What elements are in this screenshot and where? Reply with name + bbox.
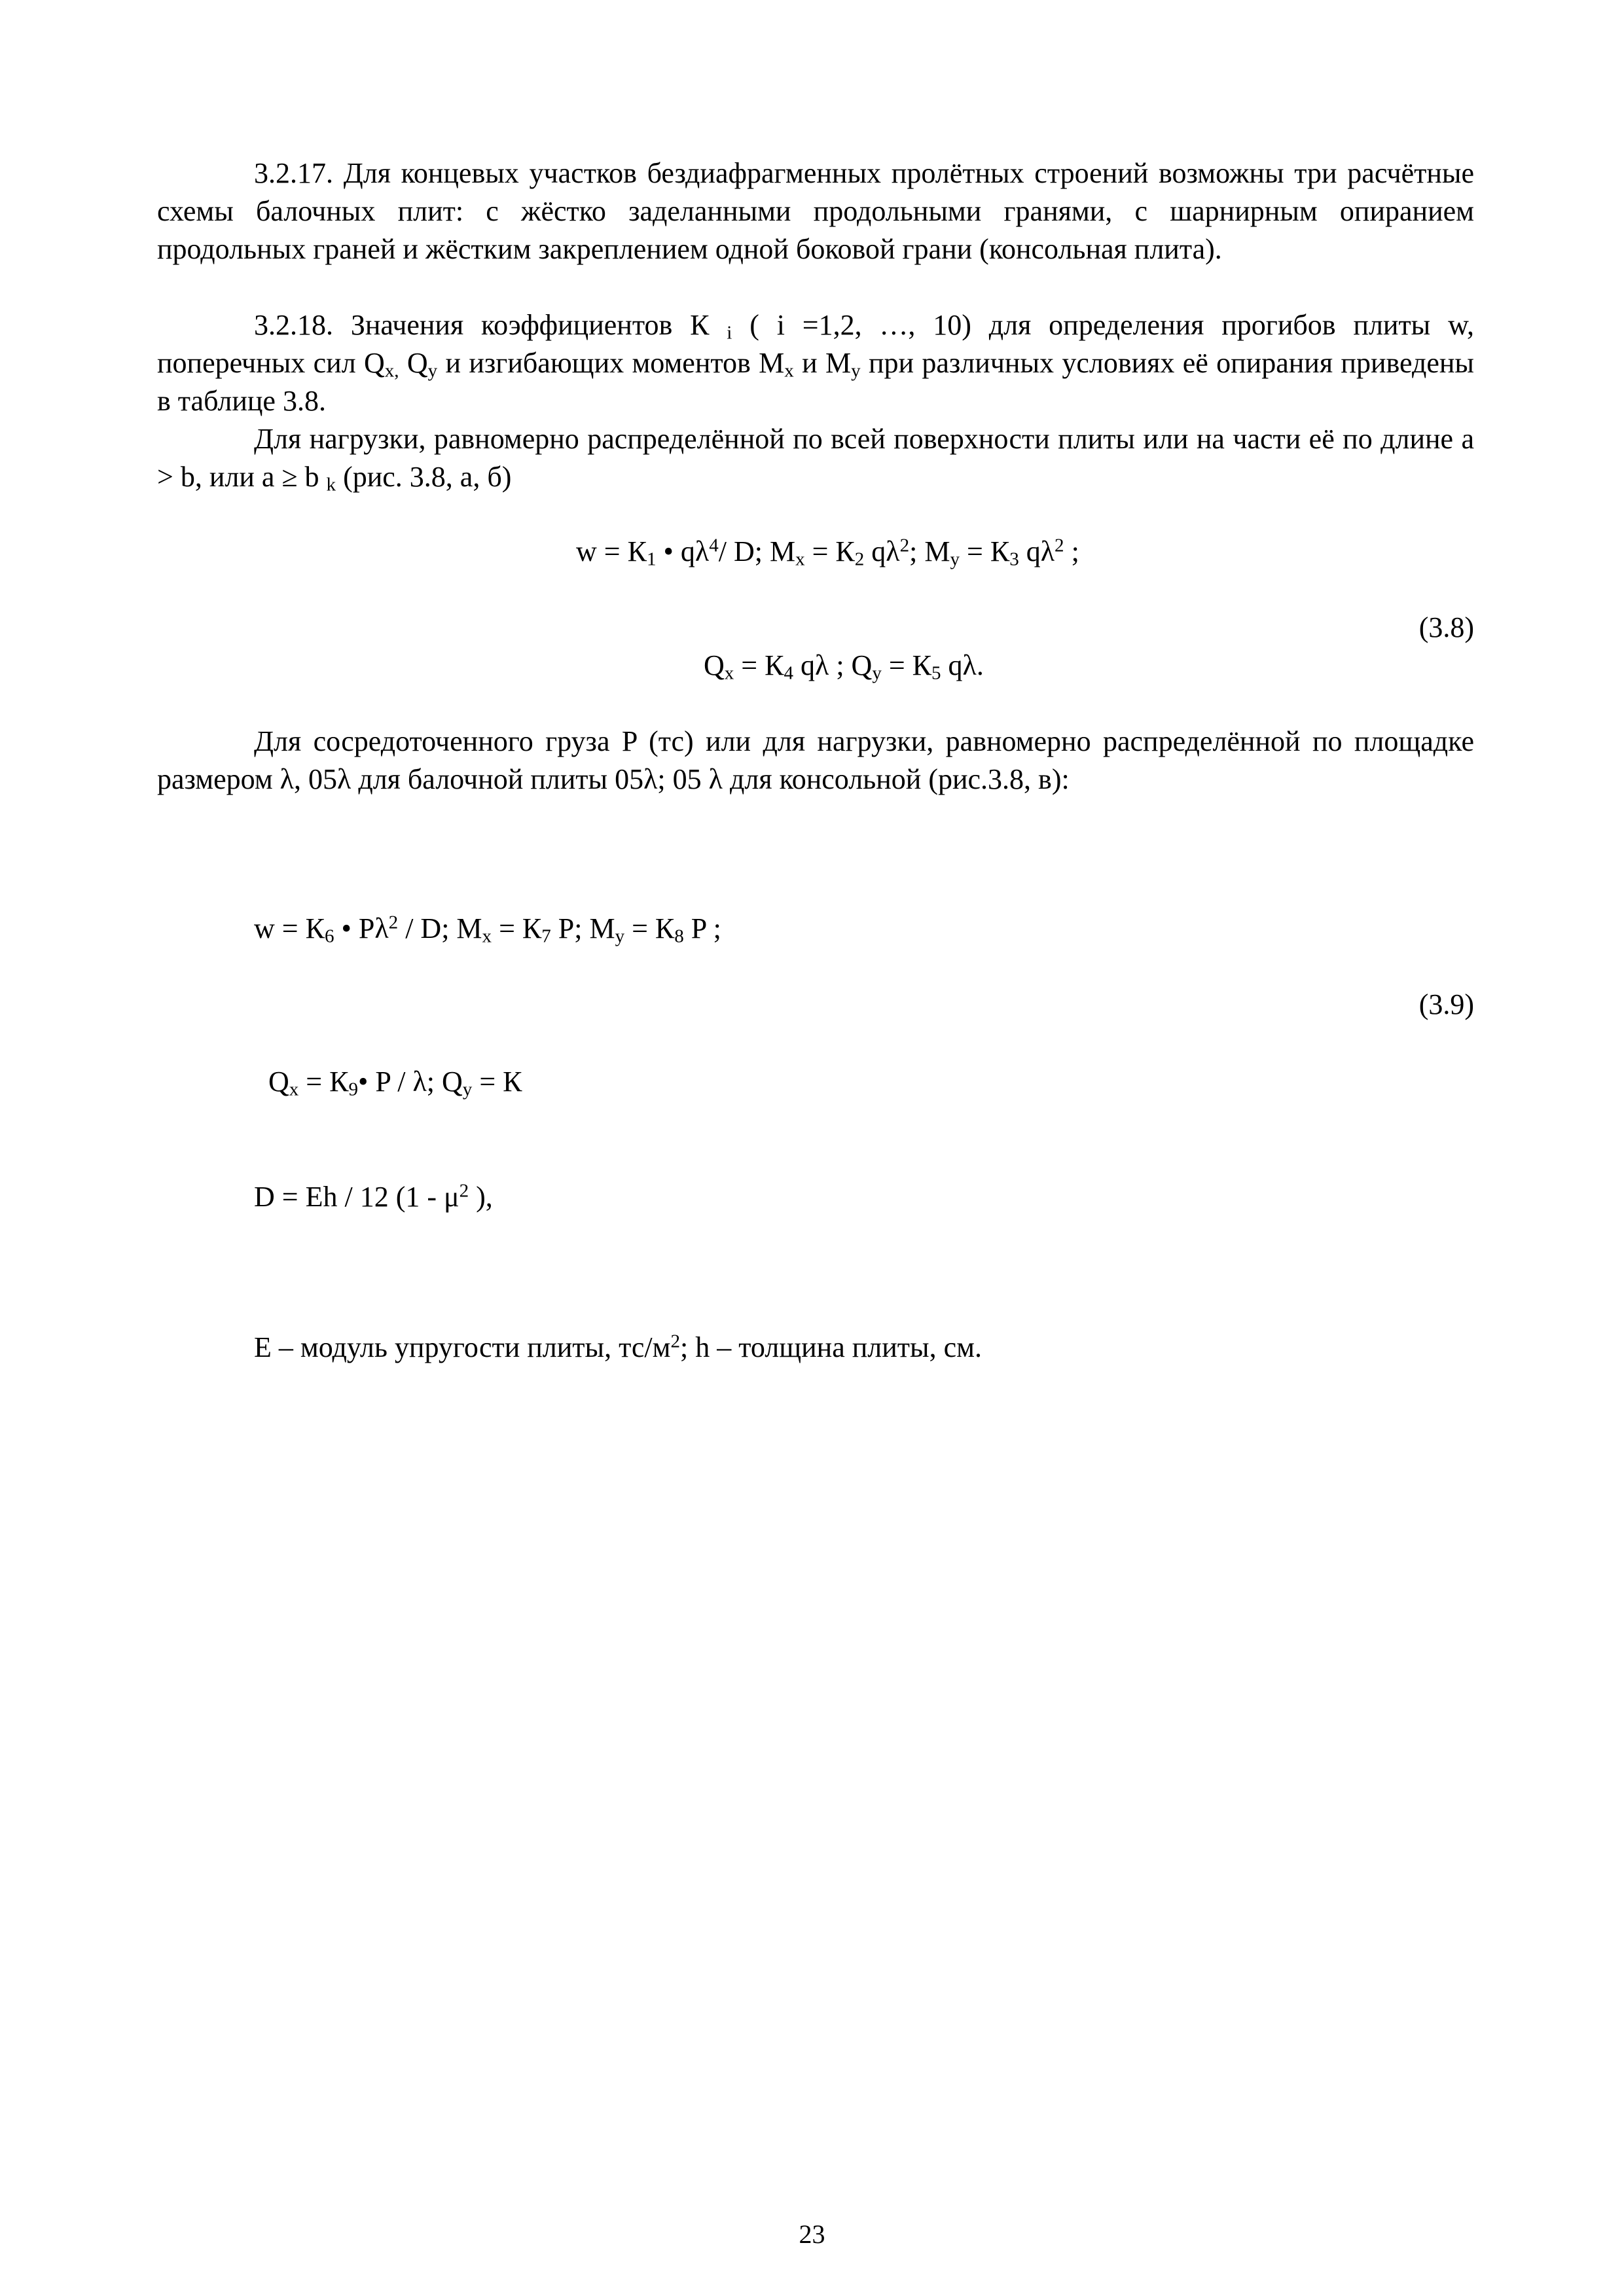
superscript: 2	[459, 1180, 469, 1202]
formula-3-9-line2	[268, 1063, 522, 1101]
subscript: y	[427, 360, 438, 382]
text-run: / D; M	[398, 912, 482, 944]
equation-number-3-9: (3.9)	[1418, 988, 1474, 1020]
text-run: qλ	[864, 535, 900, 567]
text-run: ; M	[909, 535, 950, 567]
subscript: 8	[674, 925, 684, 947]
text-run: • qλ	[656, 535, 710, 567]
text-run: Q	[268, 1066, 289, 1098]
text-run: Для сосредоточенного груза P (тс) или для нагрузки, равномерно распределённой по площадке размером λ, 05λ для балочной плиты 05λ; 05 λ для консольной (рис.3.8, в):	[157, 725, 1474, 795]
page-number: 23	[799, 2219, 825, 2249]
text-run: = К	[734, 649, 784, 681]
text-run: и изгибающих моментов M	[437, 347, 785, 379]
text-run: = К	[881, 649, 932, 681]
text-run: = К	[960, 535, 1010, 567]
subscript: y	[615, 925, 625, 947]
formula-3-9-line1	[254, 910, 721, 948]
text-run: Q	[704, 649, 725, 681]
subscript: 9	[348, 1079, 358, 1100]
superscript: 4	[709, 535, 719, 556]
text-run: w = К	[576, 535, 647, 567]
subscript: x	[482, 925, 492, 947]
text-run: qλ	[1019, 535, 1055, 567]
paragraph-3-2-17	[157, 154, 1474, 268]
superscript: 2	[388, 912, 399, 933]
definition-e-h	[254, 1329, 982, 1367]
text-run: qλ ; Q	[793, 649, 873, 681]
subscript: y	[851, 360, 861, 382]
text-run: qλ.	[941, 649, 984, 681]
subscript: x	[724, 662, 734, 684]
subscript: x	[795, 548, 805, 570]
subscript: 4	[784, 662, 793, 684]
subscript: x,	[384, 360, 399, 382]
subscript: 6	[324, 925, 334, 947]
superscript: 2	[899, 535, 910, 556]
subscript: x	[784, 360, 794, 382]
subscript: y	[872, 662, 882, 684]
text-run: (рис. 3.8, а, б)	[336, 461, 512, 493]
text-run: w = К	[254, 912, 325, 944]
subscript: y	[950, 548, 960, 570]
subscript: y	[462, 1079, 473, 1100]
paragraph-distributed-load	[157, 420, 1474, 496]
text-run: = К	[804, 535, 855, 567]
paragraph-text: 3.2.17. Для концевых участков бездиафрагменных пролётных строений возможны три расчётные схемы балочных плит: с жёстко заделанными продольными гранями, с шарнирным опиранием продольных граней и жёстким закреплением одной боковой грани (консольная плита).	[157, 157, 1474, 265]
subscript: 5	[931, 662, 941, 684]
formula-3-8-line2	[704, 647, 984, 685]
equation-number-3-8: (3.8)	[1418, 611, 1474, 643]
text-run: Q	[399, 347, 428, 379]
text-run: P; M	[550, 912, 615, 944]
text-run: 3.2.18. Значения коэффициентов К	[254, 309, 727, 341]
subscript: 1	[646, 548, 657, 570]
text-run: • Pλ	[334, 912, 389, 944]
text-run: при различных условиях её опирания приведены в таблице 3.8.	[157, 347, 1474, 417]
subscript: 2	[854, 548, 865, 570]
superscript: 2	[1055, 535, 1064, 556]
text-run: P ;	[683, 912, 721, 944]
subscript: 7	[541, 925, 551, 947]
text-run: E – модуль упругости плиты, тс/м	[254, 1331, 671, 1363]
subscript: 3	[1009, 548, 1019, 570]
subscript: i	[727, 322, 732, 344]
formula-rigidity-d	[254, 1178, 493, 1216]
text-run: = К	[624, 912, 675, 944]
text-run: ( i =1,2, …, 10) для определения прогибов плиты w, поперечных сил Q	[157, 309, 1475, 379]
superscript: 2	[670, 1331, 680, 1352]
text-run: = К	[492, 912, 542, 944]
text-run: = К	[472, 1066, 522, 1098]
text-run: D = Eh / 12 (1 - μ	[254, 1181, 460, 1213]
text-run: / D; M	[718, 535, 796, 567]
subscript: x	[289, 1079, 299, 1100]
paragraph-3-2-18	[157, 306, 1474, 420]
text-run: ),	[469, 1181, 493, 1213]
subscript: k	[326, 474, 336, 495]
text-run: • P / λ; Q	[357, 1066, 463, 1098]
text-run: ; h – толщина плиты, см.	[679, 1331, 982, 1363]
text-run: ;	[1064, 535, 1079, 567]
text-run: = К	[298, 1066, 349, 1098]
text-run: и M	[793, 347, 852, 379]
formula-3-8-line1	[576, 533, 1079, 571]
text-run: Для нагрузки, равномерно распределённой по всей поверхности плиты или на части её по длине a > b, или a ≥ b	[157, 423, 1474, 493]
paragraph-point-load	[157, 723, 1474, 798]
